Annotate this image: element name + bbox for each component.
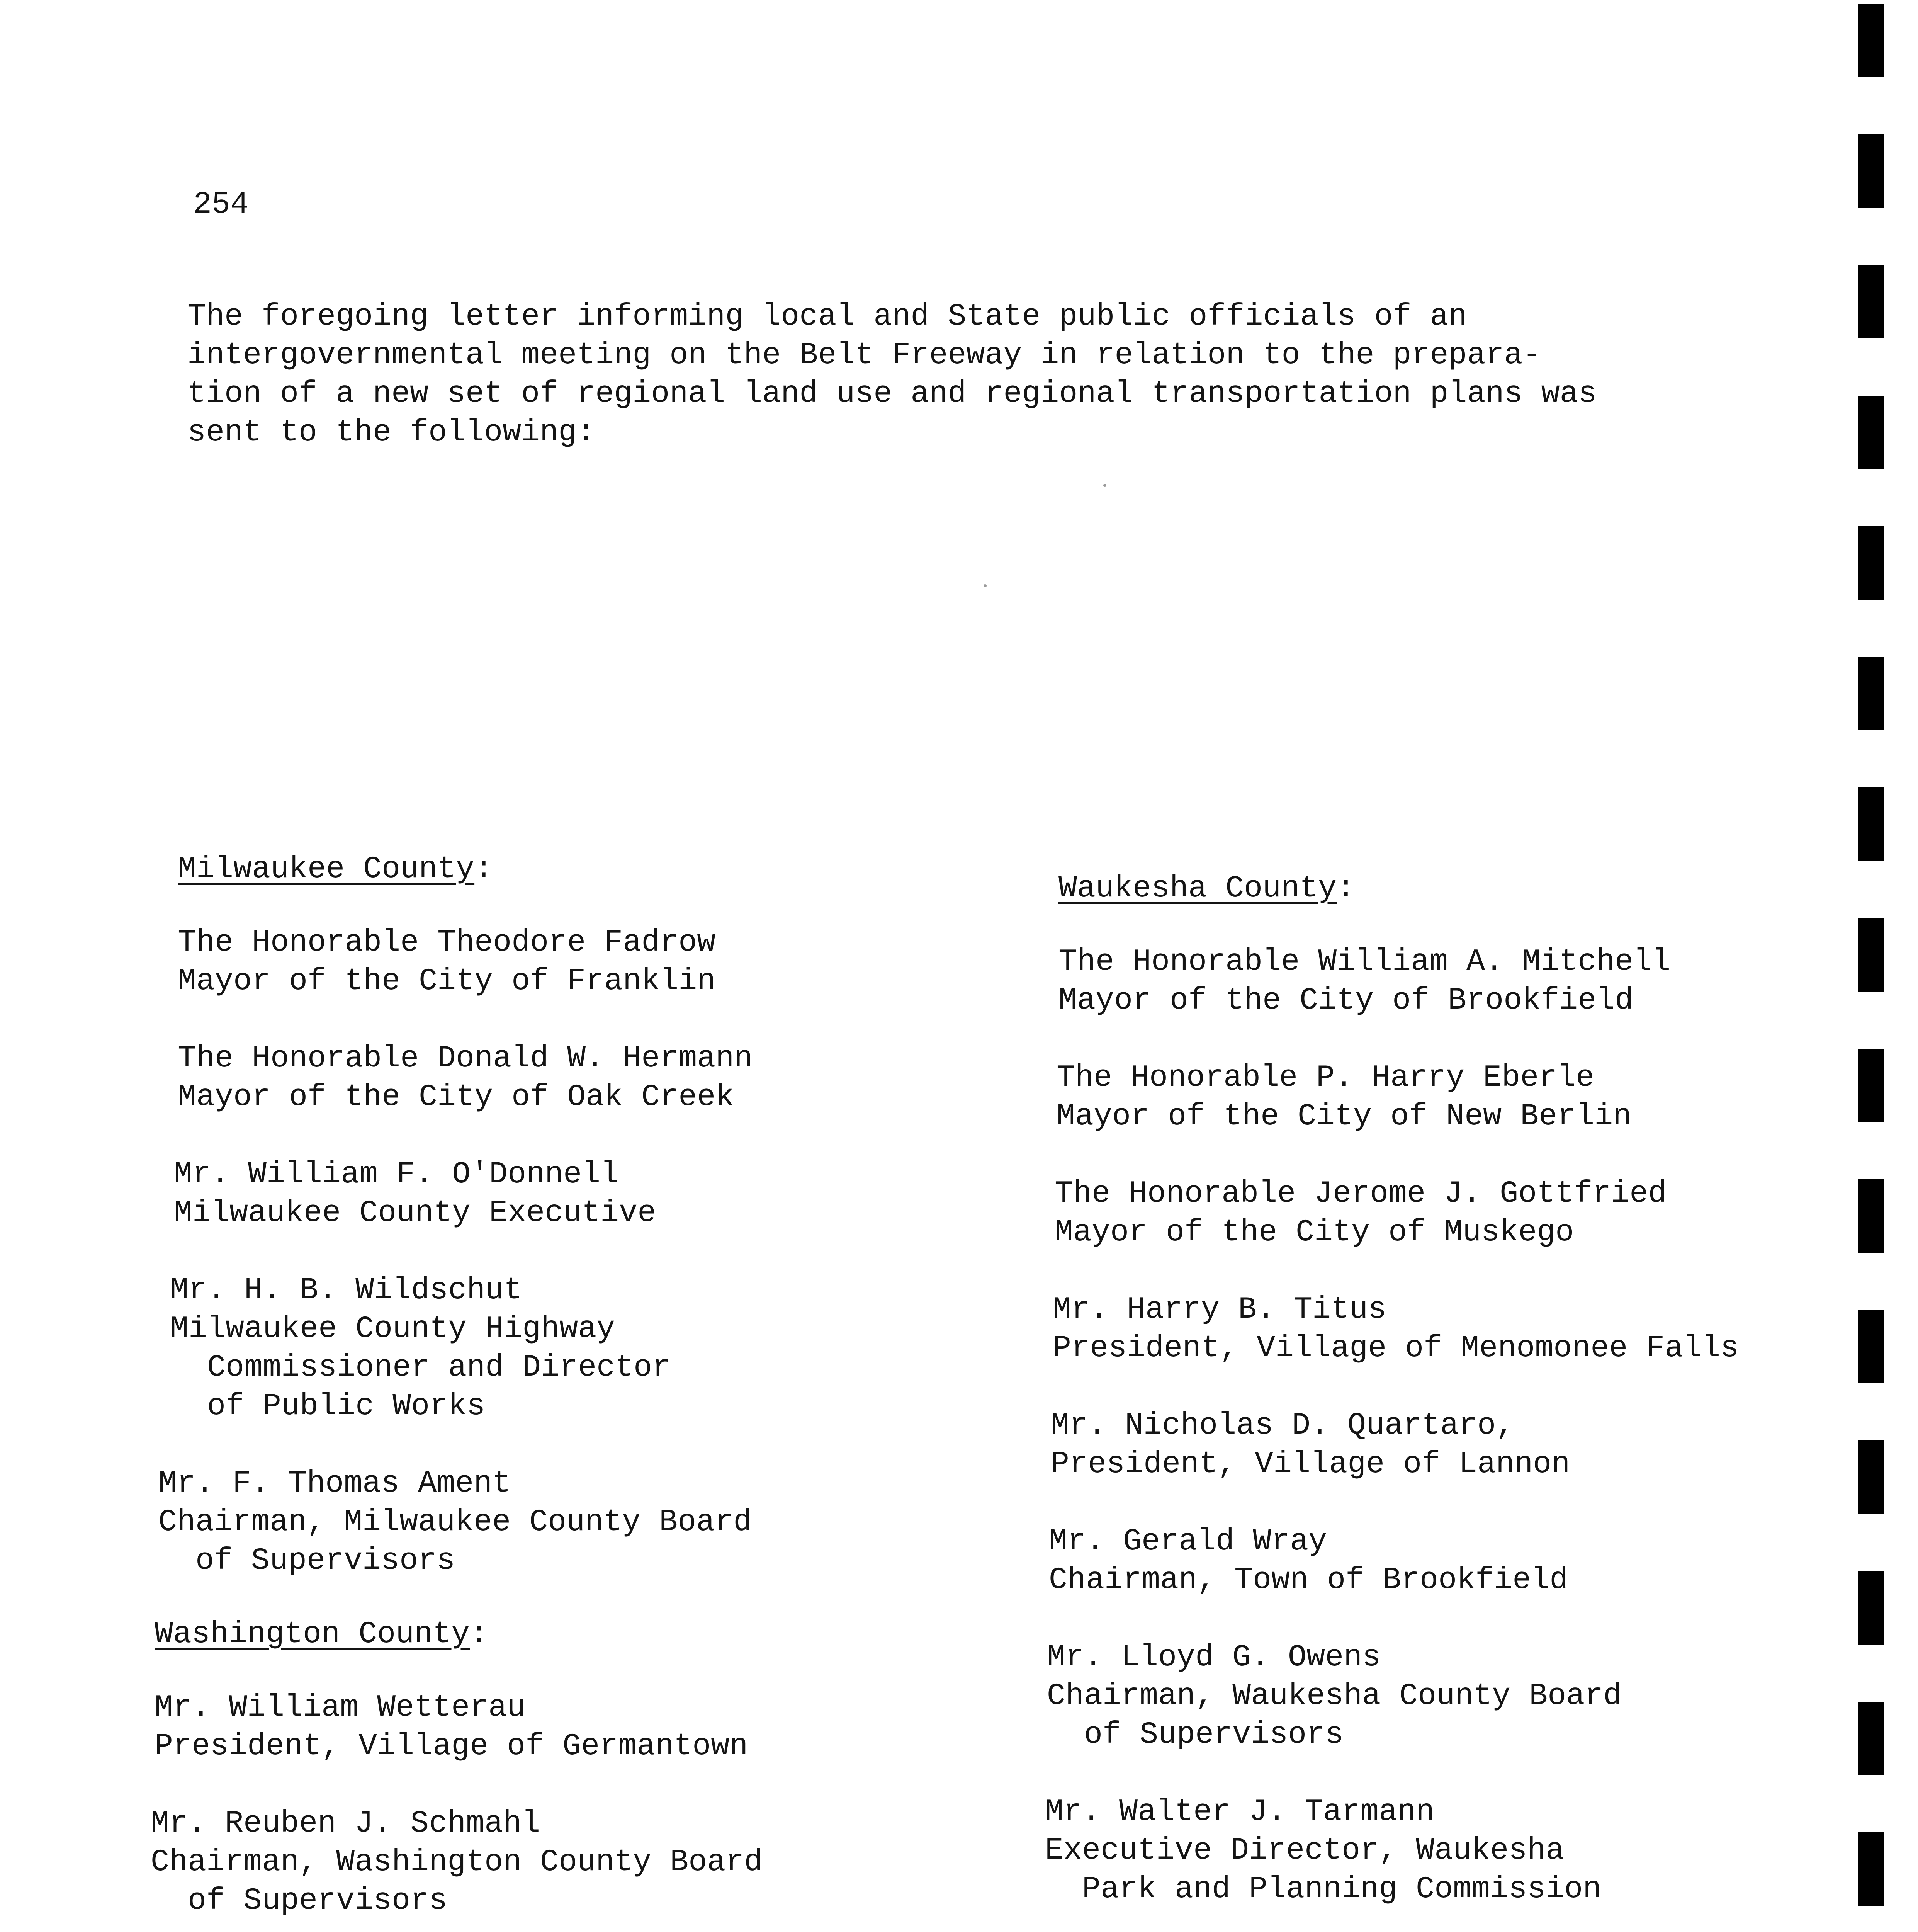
recipient-entry — [1058, 943, 1670, 1020]
group-heading-text: Waukesha County — [1058, 871, 1337, 906]
recipient-entry — [174, 1155, 656, 1233]
recipient-entry — [151, 1804, 763, 1920]
recipient-title-line: of Public Works — [207, 1389, 486, 1424]
recipient-title-line: Milwaukee County Executive — [174, 1196, 656, 1231]
recipient-entry — [1049, 1522, 1568, 1600]
group-heading-text: Washington County — [155, 1617, 470, 1652]
recipient-entry — [1055, 1175, 1667, 1252]
recipient-title-line: of Supervisors — [195, 1543, 455, 1578]
intro-paragraph: The foregoing letter informing local and State public officials of an intergovernmental meeting on the Belt Freeway in relation to the prepara- tion of a new set of regional land use and regional transportation plans was sent to the following: — [187, 299, 1597, 450]
binding-mark — [1858, 1702, 1884, 1775]
recipient-name: Mr. Walter J. Tarmann — [1045, 1794, 1435, 1830]
binding-mark — [1858, 396, 1884, 469]
group-heading — [178, 850, 493, 889]
recipient-title-line: Chairman, Waukesha County Board — [1047, 1679, 1622, 1714]
scan-speck — [1103, 484, 1106, 487]
heading-colon: : — [1337, 871, 1356, 906]
recipient-entry — [178, 1039, 753, 1117]
binding-mark — [1858, 134, 1884, 208]
recipient-entry — [155, 1689, 748, 1766]
recipient-entry — [1057, 1059, 1631, 1136]
recipient-title-line: Mayor of the City of Brookfield — [1058, 983, 1634, 1018]
recipient-name: Mr. William F. O'Donnell — [174, 1157, 619, 1192]
page-number: 254 — [193, 187, 249, 222]
recipient-name: The Honorable Donald W. Hermann — [178, 1041, 753, 1076]
recipient-entry — [1045, 1793, 1601, 1909]
recipient-name: Mr. Gerald Wray — [1049, 1524, 1327, 1559]
recipient-name: Mr. H. B. Wildschut — [170, 1273, 523, 1308]
heading-colon: : — [474, 852, 493, 887]
recipient-entry — [170, 1271, 671, 1426]
binding-mark — [1858, 787, 1884, 861]
recipient-name: The Honorable Jerome J. Gottfried — [1055, 1176, 1667, 1211]
group-heading — [155, 1615, 488, 1654]
recipient-entry — [1051, 1406, 1570, 1484]
recipient-name: The Honorable William A. Mitchell — [1058, 944, 1671, 980]
recipient-entry — [1053, 1291, 1739, 1368]
binding-mark — [1858, 657, 1884, 730]
recipient-title-line: Park and Planning Commission — [1082, 1872, 1602, 1907]
recipient-title-line: of Supervisors — [188, 1883, 448, 1918]
binding-mark — [1858, 1571, 1884, 1645]
group-heading — [1058, 869, 1355, 908]
group-heading-text: Milwaukee County — [178, 852, 475, 887]
binding-mark — [1858, 1179, 1884, 1253]
recipient-name: Mr. Harry B. Titus — [1053, 1292, 1387, 1327]
recipient-entry — [178, 923, 715, 1001]
binding-mark — [1858, 265, 1884, 338]
recipient-title-line: Chairman, Town of Brookfield — [1049, 1563, 1568, 1598]
recipient-title-line: Mayor of the City of New Berlin — [1057, 1099, 1632, 1134]
recipient-name: Mr. Lloyd G. Owens — [1047, 1640, 1381, 1675]
recipient-title-line: Chairman, Washington County Board — [151, 1845, 763, 1880]
binding-mark — [1858, 1310, 1884, 1383]
heading-colon: : — [470, 1617, 489, 1652]
recipient-name: The Honorable Theodore Fadrow — [178, 925, 716, 960]
binding-mark — [1858, 1049, 1884, 1122]
recipient-title-line: of Supervisors — [1084, 1717, 1344, 1752]
recipient-name: The Honorable P. Harry Eberle — [1057, 1060, 1595, 1095]
recipient-name: Mr. F. Thomas Ament — [158, 1466, 511, 1501]
recipient-title-line: Mayor of the City of Franklin — [178, 964, 716, 999]
binding-mark — [1858, 1440, 1884, 1514]
recipient-title-line: Executive Director, Waukesha — [1045, 1833, 1565, 1868]
binding-strip — [1858, 0, 1889, 1932]
recipient-title-line: President, Village of Lannon — [1051, 1447, 1570, 1482]
recipient-name: Mr. Reuben J. Schmahl — [151, 1806, 540, 1841]
binding-mark — [1858, 4, 1884, 77]
recipient-name: Mr. Nicholas D. Quartaro, — [1051, 1408, 1515, 1443]
recipient-title-line: President, Village of Germantown — [155, 1729, 748, 1764]
recipient-name: Mr. William Wetterau — [155, 1690, 526, 1725]
recipient-title-line: President, Village of Menomonee Falls — [1053, 1331, 1739, 1366]
recipient-title-line: Milwaukee County Highway — [170, 1311, 615, 1347]
recipient-title-line: Mayor of the City of Muskego — [1055, 1215, 1574, 1250]
recipient-entry — [1047, 1638, 1622, 1754]
recipient-title-line: Commissioner and Director — [207, 1350, 671, 1385]
binding-mark — [1858, 918, 1884, 992]
binding-mark — [1858, 1832, 1884, 1906]
binding-mark — [1858, 526, 1884, 600]
recipient-title-line: Chairman, Milwaukee County Board — [158, 1505, 752, 1540]
scan-speck — [984, 584, 987, 587]
recipient-entry — [158, 1464, 752, 1580]
recipient-title-line: Mayor of the City of Oak Creek — [178, 1080, 734, 1115]
